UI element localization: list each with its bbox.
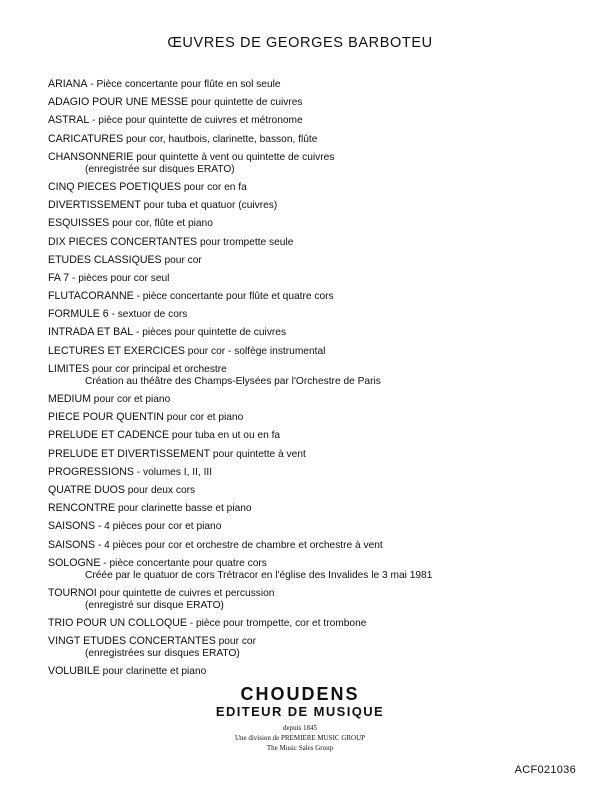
work-entry xyxy=(48,539,588,552)
work-title: VOLUBILE xyxy=(48,665,100,678)
work-title: INTRADA ET BAL xyxy=(48,326,134,339)
work-description: - pièce concertante pour quatre cors xyxy=(100,557,267,569)
work-description: pour trompette seule xyxy=(197,236,294,248)
work-note: (enregistré sur disque ERATO) xyxy=(85,599,224,611)
work-title: CARICATURES xyxy=(48,132,124,145)
publisher-since: depuis 1845 xyxy=(282,724,318,732)
work-title: FLUTACORANNE xyxy=(48,290,134,303)
work-entry xyxy=(48,272,588,285)
work-title: ETUDES CLASSIQUES xyxy=(48,253,162,266)
work-title: PROGRESSIONS xyxy=(48,465,134,478)
work-description: - sextuor de cors xyxy=(108,309,188,321)
work-line xyxy=(48,411,588,424)
work-entry xyxy=(48,502,588,515)
work-note: (enregistrée sur disques ERATO) xyxy=(85,163,235,175)
work-title: CINQ PIECES POETIQUES xyxy=(48,180,182,193)
work-line xyxy=(48,254,588,267)
work-description: - pièces pour quintette de cuivres xyxy=(133,327,287,339)
work-entry xyxy=(48,114,588,127)
work-title: LIMITES xyxy=(48,362,90,375)
works-list xyxy=(48,78,588,684)
work-entry xyxy=(48,429,588,442)
work-entry xyxy=(48,466,588,479)
work-title: PRELUDE ET CADENCE xyxy=(48,429,170,442)
work-description: - pièces pour cor seul xyxy=(69,272,170,284)
work-line xyxy=(48,199,588,212)
work-description: - pièce pour quintette de cuivres et métronome xyxy=(89,115,303,127)
work-line xyxy=(48,448,588,461)
work-line xyxy=(48,326,588,339)
work-description: pour cor principal et orchestre xyxy=(89,363,227,375)
work-note: Créée par le quatuor de cors Trétracor en l'église des Invalides le 3 mai 1981 xyxy=(85,569,433,581)
work-title: ESQUISSES xyxy=(48,217,110,230)
work-description: pour cor xyxy=(215,636,256,648)
work-description: pour tuba en ut ou en fa xyxy=(169,430,281,442)
work-line xyxy=(48,236,588,249)
work-description: - pièce concertante pour flûte et quatre cors xyxy=(133,291,334,303)
work-line xyxy=(48,539,588,552)
work-description: pour cor, hautbois, clarinette, basson, flûte xyxy=(123,133,318,145)
work-line xyxy=(48,181,588,194)
work-line xyxy=(48,96,588,109)
work-description: pour quintette de cuivres xyxy=(188,97,303,109)
work-description: pour quintette de cuivres et percussion xyxy=(96,587,275,599)
work-entry xyxy=(48,199,588,212)
work-entry xyxy=(48,181,588,194)
work-line xyxy=(48,617,588,630)
work-line xyxy=(48,484,588,497)
work-title: MEDIUM xyxy=(48,393,91,405)
work-entry xyxy=(48,151,588,176)
work-line xyxy=(48,502,588,515)
work-entry xyxy=(48,345,588,358)
page-title: ŒUVRES DE GEORGES BARBOTEU xyxy=(167,35,433,51)
work-entry xyxy=(48,393,588,406)
work-entry xyxy=(48,587,588,612)
work-line xyxy=(48,217,588,230)
work-line xyxy=(48,635,588,648)
work-description: - volumes I, II, III xyxy=(133,466,213,478)
work-entry xyxy=(48,133,588,146)
work-line xyxy=(48,363,588,376)
work-entry xyxy=(48,411,588,424)
work-description: - Pièce concertante pour flûte en sol seule xyxy=(87,79,281,90)
catalog-code: ACF021036 xyxy=(514,764,576,776)
work-title: ADAGIO POUR UNE MESSE xyxy=(48,96,189,109)
work-entry xyxy=(48,363,588,388)
work-entry xyxy=(48,96,588,109)
work-description: pour cor et piano xyxy=(163,412,244,424)
work-line xyxy=(48,466,588,479)
work-description: pour cor - solfège instrumental xyxy=(184,345,326,357)
work-title: SOLOGNE xyxy=(48,556,101,569)
work-description: - 4 pièces pour cor et piano xyxy=(95,521,222,533)
work-title: CHANSONNERIE xyxy=(48,150,134,163)
publisher-name: CHOUDENS xyxy=(240,684,360,704)
work-entry xyxy=(48,326,588,339)
work-title: ARIANA xyxy=(48,78,88,90)
work-description: pour tuba et quatuor (cuivres) xyxy=(140,200,278,212)
work-description: pour cor, flûte et piano xyxy=(109,218,213,230)
publisher-block xyxy=(0,684,600,753)
work-title: RENCONTRE xyxy=(48,502,116,515)
work-description: pour clarinette et piano xyxy=(99,666,207,678)
work-entry xyxy=(48,254,588,267)
work-line xyxy=(48,308,588,321)
work-note: Création au théâtre des Champs-Elysées par l'Orchestre de Paris xyxy=(85,375,381,387)
work-entry xyxy=(48,635,588,660)
work-title: TOURNOI xyxy=(48,586,97,599)
work-entry xyxy=(48,484,588,497)
work-description: pour quintette à vent ou quintette de cuivres xyxy=(133,151,335,163)
work-title: LECTURES ET EXERCICES xyxy=(48,344,185,357)
work-title: ASTRAL xyxy=(48,114,90,127)
work-entry xyxy=(48,557,588,582)
publisher-division: Une division de PREMIERE MUSIC GROUP xyxy=(234,734,366,742)
work-entry xyxy=(48,520,588,533)
work-line xyxy=(48,272,588,285)
work-description: - pièce pour trompette, cor et trombone xyxy=(186,618,367,630)
work-title: SAISONS xyxy=(48,520,96,533)
work-line xyxy=(48,114,588,127)
work-title: PRELUDE ET DIVERTISSEMENT xyxy=(48,447,211,460)
work-line xyxy=(48,557,588,570)
work-line xyxy=(48,133,588,146)
work-title: FORMULE 6 xyxy=(48,308,109,321)
work-line xyxy=(48,78,588,91)
publisher-group: The Music Sales Group xyxy=(266,744,334,752)
work-line xyxy=(48,587,588,600)
work-entry xyxy=(48,617,588,630)
work-description: pour quintette à vent xyxy=(210,448,306,460)
work-description: pour cor et piano xyxy=(90,394,171,405)
work-entry xyxy=(48,217,588,230)
work-description: pour clarinette basse et piano xyxy=(115,503,252,515)
work-title: SAISONS xyxy=(48,538,96,551)
work-entry xyxy=(48,78,588,91)
work-description: - 4 pièces pour cor et orchestre de chambre et orchestre à vent xyxy=(95,539,383,551)
work-title: FA 7 xyxy=(48,271,70,284)
work-title: QUATRE DUOS xyxy=(48,483,125,496)
work-entry xyxy=(48,308,588,321)
work-entry xyxy=(48,665,588,678)
publisher-subtitle: EDITEUR DE MUSIQUE xyxy=(215,704,385,719)
work-note: (enregistrées sur disques ERATO) xyxy=(85,648,240,660)
work-description: pour deux cors xyxy=(124,484,196,496)
work-line xyxy=(48,151,588,164)
work-entry xyxy=(48,448,588,461)
work-line xyxy=(48,665,588,678)
work-title: TRIO POUR UN COLLOQUE xyxy=(48,617,187,630)
work-description: pour cor xyxy=(161,254,202,266)
work-entry xyxy=(48,290,588,303)
work-title: VINGT ETUDES CONCERTANTES xyxy=(48,635,216,648)
work-line xyxy=(48,345,588,358)
work-line xyxy=(48,290,588,303)
work-title: PIECE POUR QUENTIN xyxy=(48,411,164,424)
work-title: DIVERTISSEMENT xyxy=(48,199,141,212)
work-line xyxy=(48,520,588,533)
work-entry xyxy=(48,236,588,249)
work-line xyxy=(48,429,588,442)
work-description: pour cor en fa xyxy=(181,181,247,193)
work-title: DIX PIECES CONCERTANTES xyxy=(48,235,198,248)
work-line xyxy=(48,393,588,406)
